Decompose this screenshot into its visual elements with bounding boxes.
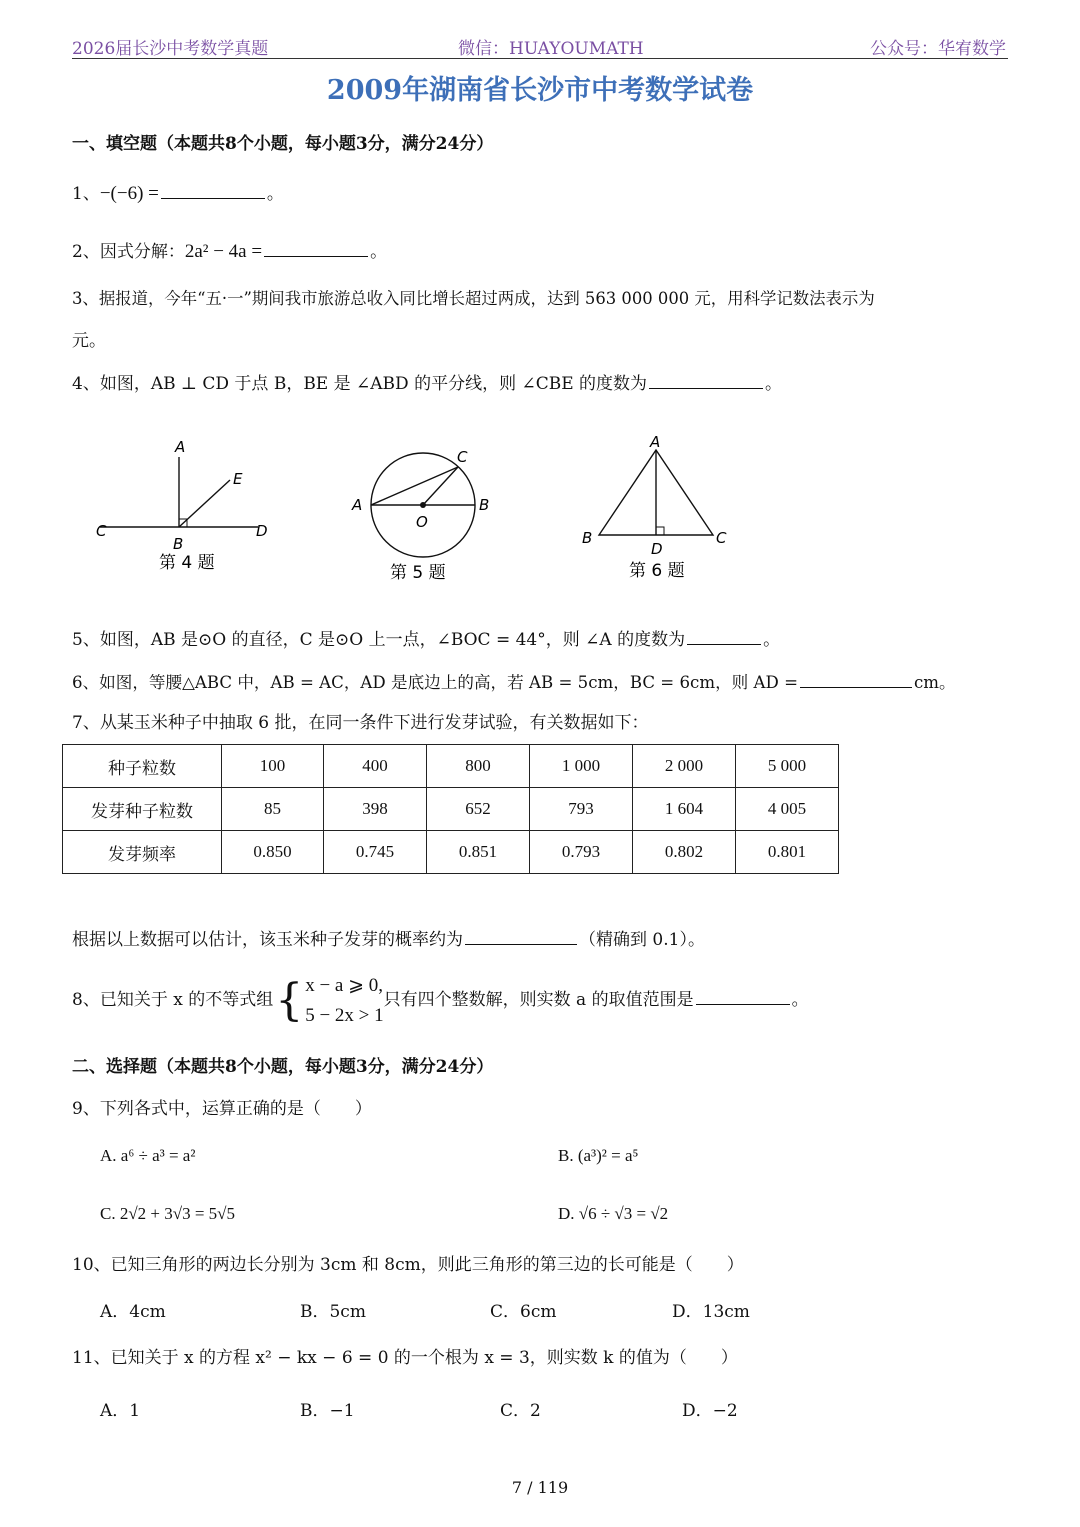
- fig4-caption: 第 4 题: [159, 553, 215, 573]
- table-row: [63, 831, 839, 874]
- table-cell: 1 000: [530, 745, 633, 788]
- q4-answer-blank: [649, 372, 763, 389]
- fig5-center-point: [420, 502, 426, 508]
- question-6: [72, 671, 956, 694]
- q8-answer-blank: [696, 988, 790, 1005]
- question-8: [72, 970, 809, 1032]
- fig6-right-angle-mark: [656, 527, 664, 535]
- fig5-label-c: C: [457, 448, 468, 466]
- table-cell: 398: [324, 788, 427, 831]
- fig6-label-d: D: [651, 540, 663, 558]
- q8-stem: 8、已知关于 x 的不等式组: [72, 990, 274, 1010]
- table-cell: 652: [427, 788, 530, 831]
- q2-end: 。: [370, 242, 388, 262]
- fig4-label-b: B: [173, 535, 184, 553]
- fig5-label-o: O: [416, 513, 428, 531]
- q2-expression: 2a² − 4a =: [184, 241, 263, 262]
- q8-inequality-2: 5 − 2x > 1: [305, 1004, 384, 1026]
- table-cell: 0.801: [736, 831, 839, 874]
- question-1: [72, 182, 284, 205]
- table-cell: 发芽频率: [63, 831, 222, 874]
- q2-answer-blank: [264, 240, 368, 257]
- q10-option-c: C．6cm: [490, 1302, 557, 1322]
- page-title: 2009年湖南省长沙市中考数学试卷: [326, 75, 754, 106]
- q9-option-a: A. a⁶ ÷ a³ = a²: [100, 1146, 196, 1165]
- figure-6: [575, 430, 745, 585]
- fig4-label-d: D: [256, 522, 268, 540]
- question-4: [72, 372, 782, 395]
- q4-end: 。: [765, 374, 783, 394]
- q8-brace: {: [275, 974, 304, 1026]
- question-3-line-1: 3、据报道，今年“五·一”期间我市旅游总收入同比增长超过两成，达到 563 000 000 元，用科学记数法表示为: [72, 289, 875, 308]
- question-10-stem: 10、已知三角形的两边长分别为 3cm 和 8cm，则此三角形的第三边的长可能是（ ）: [72, 1255, 744, 1275]
- fig6-label-a: A: [650, 433, 661, 451]
- page-number: 7 / 119: [511, 1478, 569, 1497]
- q8-end: 。: [791, 990, 809, 1010]
- table-row: [63, 788, 839, 831]
- q11-option-b: B．−1: [300, 1401, 355, 1421]
- table-cell: 5 000: [736, 745, 839, 788]
- figure-5: [340, 438, 510, 588]
- q11-option-c: C．2: [500, 1401, 541, 1421]
- fig5-label-a: A: [352, 496, 363, 514]
- table-cell: 0.850: [222, 831, 324, 874]
- table-cell: 800: [427, 745, 530, 788]
- table-cell: 种子粒数: [63, 745, 222, 788]
- fig6-caption: 第 6 题: [629, 561, 685, 581]
- germination-table: [62, 744, 839, 874]
- table-cell: 1 604: [633, 788, 736, 831]
- fig5-radius-oc: [423, 467, 458, 505]
- table-cell: 793: [530, 788, 633, 831]
- fig4-label-c: C: [96, 522, 107, 540]
- fig4-label-a: A: [175, 438, 186, 456]
- section-2-heading: 二、选择题（本题共8个小题，每小题3分，满分24分）: [72, 1057, 494, 1077]
- q8-inequality-1: x − a ⩾ 0,: [305, 974, 384, 996]
- fig5-caption: 第 5 题: [390, 563, 446, 583]
- q8-inequality-system: [305, 971, 383, 1031]
- question-9-stem: 9、下列各式中，运算正确的是（ ）: [72, 1099, 372, 1119]
- table-cell: 0.851: [427, 831, 530, 874]
- q6-end: cm。: [914, 673, 956, 692]
- table-row: [63, 745, 839, 788]
- table-cell: 发芽种子粒数: [63, 788, 222, 831]
- q6-answer-blank: [800, 671, 912, 688]
- question-7-intro: 7、从某玉米种子中抽取 6 批，在同一条件下进行发芽试验，有关数据如下：: [72, 713, 649, 733]
- q8-condition: 只有四个整数解，则实数 a 的取值范围是: [383, 990, 694, 1010]
- q7-answer-blank: [465, 928, 577, 945]
- q9-option-b: B. (a³)² = a⁵: [558, 1146, 639, 1165]
- fig5-label-b: B: [479, 496, 490, 514]
- q5-answer-blank: [687, 628, 761, 645]
- fig5-chord-ac: [371, 467, 458, 505]
- q9-option-c: C. 2√2 + 3√3 = 5√5: [100, 1204, 236, 1223]
- q1-answer-blank: [161, 182, 265, 199]
- figure-4: [90, 430, 280, 580]
- question-11-stem: 11、已知关于 x 的方程 x² − kx − 6 = 0 的一个根为 x = 3，则实数 k 的值为（ ）: [72, 1348, 738, 1368]
- header-left: 2026届长沙中考数学真题: [72, 39, 269, 59]
- q9-option-d: D. √6 ÷ √3 = √2: [558, 1204, 669, 1223]
- question-7-conclusion: [72, 928, 705, 951]
- table-cell: 0.793: [530, 831, 633, 874]
- q5-stem: 5、如图，AB 是⊙O 的直径，C 是⊙O 上一点，∠BOC = 44°，则 ∠A 的度数为: [72, 630, 686, 650]
- q11-option-d: D．−2: [682, 1401, 738, 1421]
- table-cell: 0.745: [324, 831, 427, 874]
- q1-expression: −(−6) =: [99, 183, 159, 204]
- q11-option-a: A．1: [100, 1401, 141, 1421]
- table-cell: 100: [222, 745, 324, 788]
- question-5: [72, 628, 780, 651]
- table-cell: 2 000: [633, 745, 736, 788]
- fig6-label-c: C: [716, 529, 727, 547]
- table-cell: 0.802: [633, 831, 736, 874]
- q1-number: 1、: [72, 184, 100, 204]
- table-cell: 400: [324, 745, 427, 788]
- q10-option-a: A．4cm: [100, 1302, 166, 1322]
- q2-stem: 2、因式分解：: [72, 242, 185, 262]
- section-1-heading: 一、填空题（本题共8个小题，每小题3分，满分24分）: [72, 134, 494, 154]
- q10-option-b: B．5cm: [300, 1302, 366, 1322]
- q7-conclusion-text: 根据以上数据可以估计，该玉米种子发芽的概率约为: [72, 930, 463, 950]
- question-3-line-2: 元。: [72, 331, 106, 351]
- q5-end: 。: [763, 630, 781, 650]
- q6-stem: 6、如图，等腰△ABC 中，AB = AC，AD 是底边上的高，若 AB = 5cm，BC = 6cm，则 AD =: [72, 673, 798, 692]
- fig6-label-b: B: [582, 529, 593, 547]
- header-center: 微信：HUAYOUMATH: [458, 39, 644, 59]
- header-divider: [72, 58, 1008, 59]
- table-cell: 4 005: [736, 788, 839, 831]
- q7-conclusion-end: （精确到 0.1）。: [579, 930, 705, 950]
- fig4-label-e: E: [233, 470, 243, 488]
- q1-end: 。: [266, 184, 284, 204]
- q10-option-d: D．13cm: [672, 1302, 750, 1322]
- header-right: 公众号：华宥数学: [870, 39, 1006, 59]
- table-cell: 85: [222, 788, 324, 831]
- question-2: [72, 240, 387, 263]
- q4-stem: 4、如图，AB ⊥ CD 于点 B，BE 是 ∠ABD 的平分线，则 ∠CBE 的度数为: [72, 374, 648, 394]
